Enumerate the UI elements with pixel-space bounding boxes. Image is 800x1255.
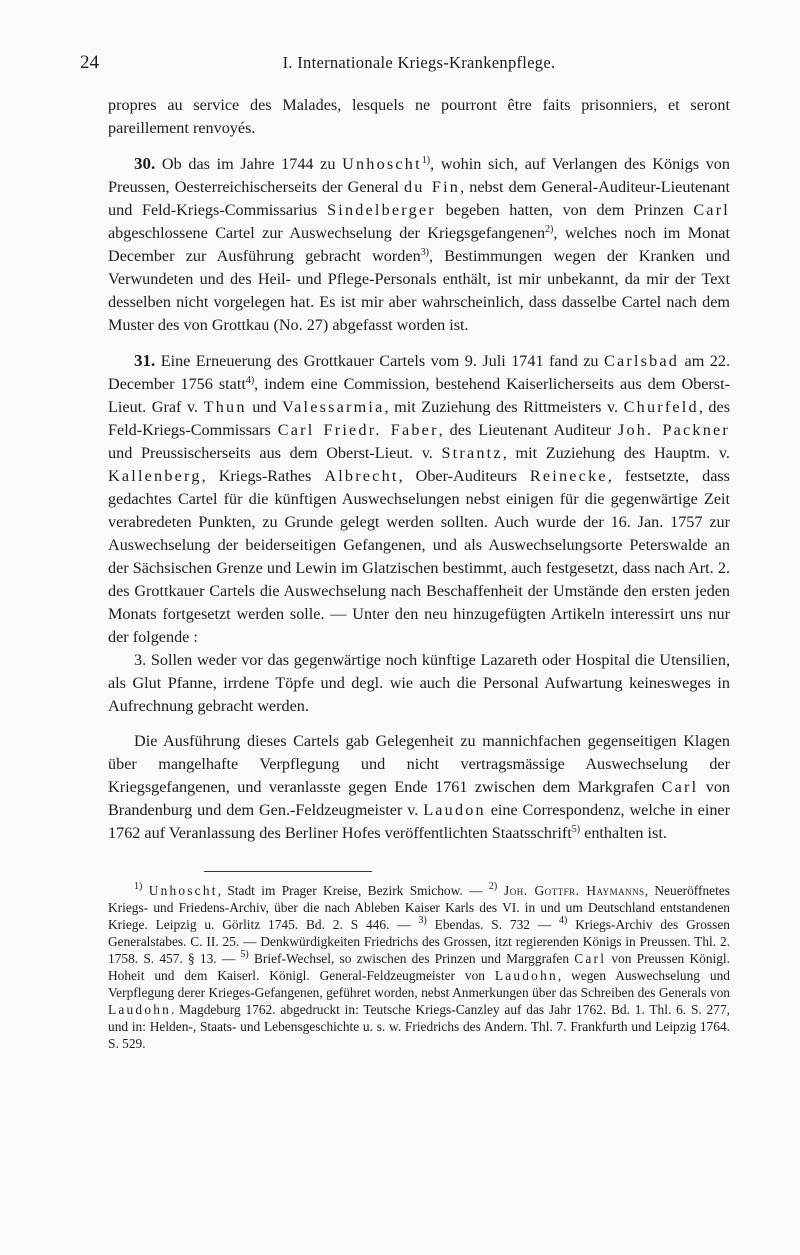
paragraph-ausfuehrung: Die Ausführung dieses Cartels gab Gelegenheit zu mannichfachen gegenseitigen Klagen über mangelhafte Verpflegung und nicht vertragsmässige Auswechselung der Kriegsgefangenen, und veranlasste gegen Ende 1761 zwischen dem Markgrafen Carl von Brandenburg und dem Gen.-Feldzeugmeister v. Laudon eine Correspondenz, welche in einer 1762 auf Veranlassung des Berliner Hofes veröffentlichten Staatsschrift$^{5)}$ enthalten ist. bbox=[108, 732, 731, 842]
page-header bbox=[80, 52, 730, 78]
main-text bbox=[108, 94, 730, 845]
page-number: 24 bbox=[80, 52, 99, 73]
footnote-ref: 3) bbox=[420, 247, 430, 258]
footnote-divider bbox=[204, 871, 372, 872]
footnote-marker: 2) bbox=[488, 881, 498, 892]
section-30: 30. Ob das im Jahre 1744 zu Unhoscht$^{1)}$, wohin sich, auf Verlangen des Königs von Preussen, Oesterreichischerseits der General du Fin, nebst dem General-Auditeur-Lieutenant und Feld-Kriegs-Commissarius Sindelberger begeben hatten, von dem Prinzen Carl abgeschlossene Cartel zur Auswechselung der Kriegsgefangenen$^{2)}$, welches noch im Monat December zur Ausführung gebracht worden$^{3)}$, Bestimmungen wegen der Kranken und Verwundeten und des Heil- und Pflege-Personals enthält, ist mir unbekannt, da mir der Text desselben nicht vorgelegen hat. Es ist mir aber wahrscheinlich, dass dasselbe Cartel nach dem Muster des von Grottkau (No. 27) abgefasst worden ist. bbox=[108, 154, 730, 334]
footnote-ref: 2) bbox=[545, 224, 554, 235]
paragraph-continued: propres au service des Malades, lesquels ne pourront être faits prisonniers, et seront pareillement renvoyés. bbox=[108, 96, 730, 137]
footnote-ref: 5) bbox=[571, 824, 581, 835]
section-number: 31. bbox=[134, 351, 156, 370]
footnotes: $^{1)}$ Unhoscht, Stadt im Prager Kreise, Bezirk Smichow. — $^{2)}$ Joh. Gottfr. Haymanns, Neueröffnetes Kriegs- und Friedens-Archiv, über die nach Ableben Kaiser Karls des VI. in und um Deutschland entstandenen Kriege. Leipzig u. Görlitz 1745. Bd. 2. S 446. — $^{3)}$ Ebendas. S. 732 — $^{4)}$ Kriegs-Archiv des Grossen Generalstabes. C. II. 25. — Denkwürdigkeiten Friedrichs des Grossen, itzt regierenden Königs in Preussen. Thl. 2. 1758. S. 457. § 13. — $^{5)}$ Brief-Wechsel, so zwischen des Prinzen und Marggrafen Carl von Preussen Königl. Hoheit und dem Kaiserl. Königl. General-Feldzeugmeister von Laudohn, wegen Auswechselung und Verpflegung derer Krieges-Gefangenen, geführet worden, nebst Anmerkungen über das Schreiben des Generals von Laudohn. Magdeburg 1762. abgedruckt in: Teutsche Kriegs-Canzley auf das Jahr 1762. Bd. 1. Thl. 6. S. 277, und in: Helden-, Staats- und Lebensgeschichte u. s. w. Friedrichs des Andern. Thl. 7. Frankfurth und Leipzig 1764. S. 529. bbox=[108, 881, 730, 1051]
section-31: 31. Eine Erneuerung des Grottkauer Cartels vom 9. Juli 1741 fand zu Carlsbad am 22. December 1756 statt$^{4)}$, indem eine Commission, bestehend Kaiserlicherseits aus dem Oberst-Lieut. Graf v. Thun und Valessarmia, mit Zuziehung des Rittmeisters v. Churfeld, des Feld-Kriegs-Commissars Carl Friedr. Faber, des Lieutenant Auditeur Joh. Packner und Preussischerseits aus dem Oberst-Lieut. v. Strantz, mit Zuziehung des Hauptm. v. Kallenberg, Kriegs-Rathes Albrecht, Ober-Auditeurs Reinecke, festsetzte, dass gedachtes Cartel für die künftigen Auswechselungen nebst einigen für die gegenwärtige Zeit verabredeten Punkten, zu Grunde gelegt werden sollten. Auch wurde der 16. Jan. 1757 zur Auswechselung der beiderseitigen Gefangenen, und als Auswechselungsorte Peterswalde an der Sächsischen Grenze und Lewin im Glatzischen bestimmt, auch festgesetzt, dass nach Art. 2. des Grottkauer Cartels die Auswechselung nach Beschaffenheit der Umstände den ersten jeden Monats fortgesetzt werden solle. — Unter den neu hinzugefügten Artikeln interessirt uns nur der folgende : bbox=[108, 351, 731, 646]
running-title: I. Internationale Kriegs-Krankenpflege. bbox=[282, 53, 556, 72]
book-page bbox=[80, 52, 731, 1065]
footnote-marker: 5) bbox=[240, 949, 249, 960]
section-number: 30. bbox=[134, 154, 156, 173]
footnote-marker: 3) bbox=[418, 915, 427, 926]
article-3: 3. Sollen weder vor das gegenwärtige noch künftige Lazareth oder Hospital die Utensilien, als Glut Pfanne, irrdene Töpfe und degl. wie auch die Personal Aufwartung keinesweges in Aufrechnung gebracht werden. bbox=[108, 651, 730, 715]
footnote-ref: 4) bbox=[245, 375, 255, 386]
footnote-marker: 4) bbox=[559, 915, 568, 926]
footnote-ref: 1) bbox=[421, 155, 431, 166]
footnote-marker: 1) bbox=[134, 881, 143, 892]
